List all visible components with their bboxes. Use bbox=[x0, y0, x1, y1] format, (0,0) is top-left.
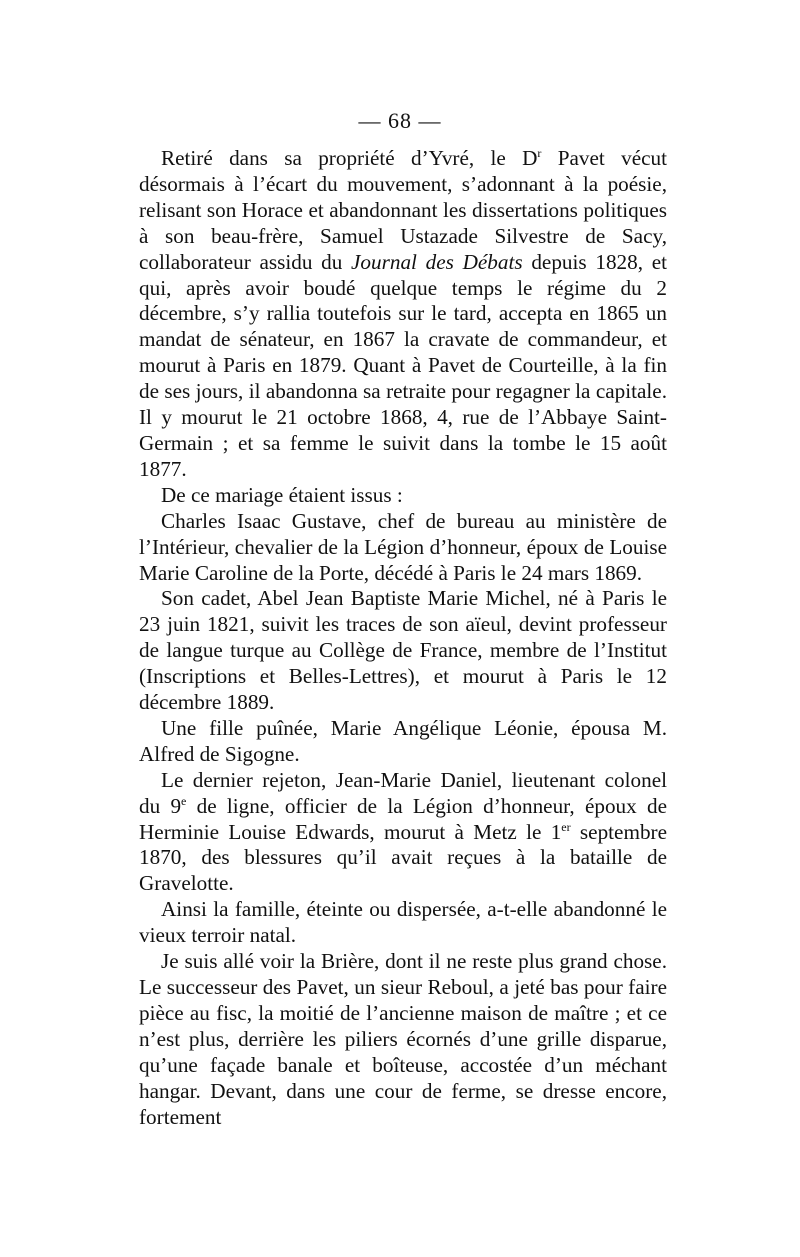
paragraph bbox=[139, 483, 667, 509]
body-text bbox=[139, 146, 667, 1130]
paragraph bbox=[139, 768, 667, 898]
text-run: Charles Isaac Gustave, chef de bureau au ministère de l’Intérieur, chevalier de la Légion d’honneur, époux de Louise Marie Caroline de la Porte, décédé à Paris le 24 mars 1869. bbox=[139, 508, 667, 585]
italic-title: Journal des Débats bbox=[351, 249, 523, 274]
text-run: Son cadet, Abel Jean Baptiste Marie Michel, né à Paris le 23 juin 1821, suivit les traces de son aïeul, devint professeur de langue turque au Collège de France, membre de l’Institut (Inscriptions et Belles-Lettres), et mourut à Paris le 12 décembre 1889. bbox=[139, 586, 667, 715]
text-run: Je suis allé voir la Brière, dont il ne reste plus grand chose. Le successeur des Pavet, un sieur Reboul, a jeté bas pour faire pièce au fisc, la moitié de l’ancienne maison de maître ; et ce n’est plus, derrière les piliers écornés d’une grille disparue, qu’une façade banale et boîteuse, accostée d’un méchant hangar. Devant, dans une cour de ferme, se dresse encore, fortement bbox=[139, 949, 667, 1129]
paragraph bbox=[139, 146, 667, 483]
paragraph bbox=[139, 897, 667, 949]
text-run: Une fille puînée, Marie Angélique Léonie, épousa M. Alfred de Sigogne. bbox=[139, 715, 667, 766]
text-run: septembre 1870, des blessures qu’il avait reçues à la bataille de Gravelotte. bbox=[139, 819, 667, 896]
paragraph bbox=[139, 716, 667, 768]
paragraph bbox=[139, 509, 667, 587]
page-number: — 68 — bbox=[358, 108, 442, 133]
text-run: Pavet vécut désormais à l’écart du mouvement, s’adonnant à la poésie, relisant son Horace et abandonnant les dissertations politiques à son beau-frère, Samuel Ustazade Silvestre de Sacy, collaborateur assidu du bbox=[139, 146, 667, 274]
paragraph bbox=[139, 949, 667, 1130]
paragraph bbox=[139, 586, 667, 716]
superscript: er bbox=[561, 819, 571, 834]
text-run: Retiré dans sa propriété d’Yvré, le D bbox=[161, 146, 538, 170]
text-run: De ce mariage étaient issus : bbox=[161, 482, 403, 507]
text-run: de ligne, officier de la Légion d’honneur, époux de Herminie Louise Edwards, mourut à Metz le 1 bbox=[139, 793, 667, 844]
superscript: e bbox=[181, 793, 187, 808]
text-run: Le dernier rejeton, Jean-Marie Daniel, lieutenant colonel du 9 bbox=[139, 767, 667, 818]
text-run: Ainsi la famille, éteinte ou dispersée, a-t-elle abandonné le vieux terroir natal. bbox=[139, 897, 667, 948]
text-run: depuis 1828, et qui, après avoir boudé quelque temps le régime du 2 décembre, s’y rallia toutefois sur le tard, accepta en 1865 un mandat de sénateur, en 1867 la cravate de commandeur, et mourut à Paris en 1879. Quant à Pavet de Courteille, à la fin de ses jours, il abandonna sa retraite pour regagner la capitale. Il y mourut le 21 octobre 1868, 4, rue de l’Abbaye Saint-Germain ; et sa femme le suivit dans la tombe le 15 août 1877. bbox=[139, 249, 668, 481]
superscript: r bbox=[537, 145, 542, 160]
